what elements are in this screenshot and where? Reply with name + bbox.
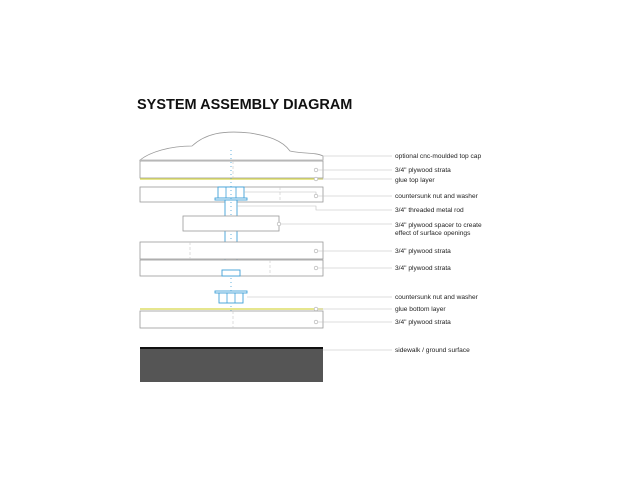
countersunk-nut-top (218, 187, 244, 198)
label-plywood-strata-2: 3/4" plywood strata (395, 248, 451, 255)
plywood-strata-4 (140, 311, 323, 328)
label-plywood-strata-1: 3/4" plywood strata (395, 167, 451, 174)
label-glue-top: glue top layer (395, 177, 435, 184)
label-glue-bottom: glue bottom layer (395, 306, 446, 313)
label-nut-washer-bottom: countersunk nut and washer (395, 294, 478, 301)
label-nut-washer-top: countersunk nut and washer (395, 193, 478, 200)
label-top-cap: optional cnc-moulded top cap (395, 153, 482, 160)
ground-surface (140, 348, 323, 382)
plywood-strata-2 (140, 242, 323, 259)
plywood-spacer (183, 216, 279, 231)
plywood-strata-1 (140, 161, 323, 178)
top-cap (140, 132, 323, 160)
rod-bottom-nut (222, 270, 240, 276)
label-spacer-line1: 3/4" plywood spacer to create (395, 222, 482, 229)
label-plywood-strata-4: 3/4" plywood strata (395, 319, 451, 326)
label-threaded-rod: 3/4" threaded metal rod (395, 207, 464, 214)
diagram-title: SYSTEM ASSEMBLY DIAGRAM (137, 97, 353, 113)
label-spacer-line2: effect of surface openings (395, 230, 471, 237)
countersunk-nut-bottom (219, 293, 243, 303)
label-ground-surface: sidewalk / ground surface (395, 347, 470, 354)
label-plywood-strata-3: 3/4" plywood strata (395, 265, 451, 272)
